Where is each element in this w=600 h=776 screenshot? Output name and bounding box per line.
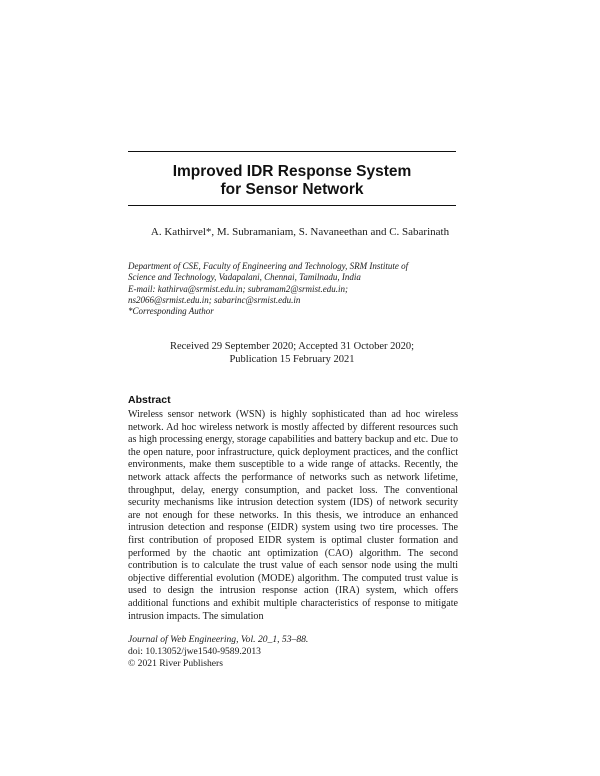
title-line: Improved IDR Response System xyxy=(172,163,412,180)
email-line: ns2066@srmist.edu.in; sabarinc@srmist.edu.in xyxy=(128,294,301,305)
email-line: E-mail: kathirva@srmist.edu.in; subramam2@srmist.edu.in; xyxy=(128,283,349,294)
publication-dates xyxy=(128,341,456,366)
corresponding-author-note: *Corresponding Author xyxy=(128,306,214,317)
paper-title xyxy=(128,163,456,199)
doi-line: doi: 10.13052/jwe1540-9589.2013 xyxy=(128,646,261,657)
copyright-line: © 2021 River Publishers xyxy=(128,658,223,669)
journal-footer xyxy=(128,634,458,670)
abstract-text: Wireless sensor network (WSN) is highly sophisticated than ad hoc wireless network. Ad hoc wireless network is mostly affected by different resources such as high processing energy, storage capabilities and battery backup and etc. Due to the open nature, poor infrastructure, quick deployment practices, and the conflict environments, make them susceptible to a wide range of attacks. Recently, the network attack affects the performance of networks such as network lifetime, throughput, delay, energy consumption, and packet loss. The conventional security mechanisms like intrusion detection system (IDS) of network security are not enough for these networks. In this thesis, we introduce an enhanced intrusion detection and response (EIDR) system using two tire processes. The first contribution of proposed EIDR system is optimal cluster formation and performed by the chaotic ant optimization (CAO) algorithm. The second contribution is to calculate the trust value of each sensor node using the multi objective differential evolution (MODE) algorithm. The computed trust value is used to design the intrusion response action (IRA) system, which offers additional functions and exhibit multiple characteristics of response to mitigate intrusion impacts. The simulation xyxy=(128,409,458,622)
affiliation-line: Science and Technology, Vadapalani, Chennai, Tamilnadu, India xyxy=(128,272,361,283)
title-line: for Sensor Network xyxy=(220,181,364,198)
abstract-heading: Abstract xyxy=(128,394,171,406)
author-list: A. Kathirvel*, M. Subramaniam, S. Navaneethan and C. Sabarinath xyxy=(150,226,450,238)
publication-line: Publication 15 February 2021 xyxy=(229,353,355,365)
journal-citation: Journal of Web Engineering, Vol. 20_1, 53–88. xyxy=(128,634,309,645)
affiliation-line: Department of CSE, Faculty of Engineering and Technology, SRM Institute of xyxy=(128,261,409,271)
affiliation-block xyxy=(128,261,468,317)
top-rule xyxy=(128,151,456,152)
received-accepted-line: Received 29 September 2020; Accepted 31 October 2020; xyxy=(169,341,415,352)
bottom-rule xyxy=(128,205,456,206)
